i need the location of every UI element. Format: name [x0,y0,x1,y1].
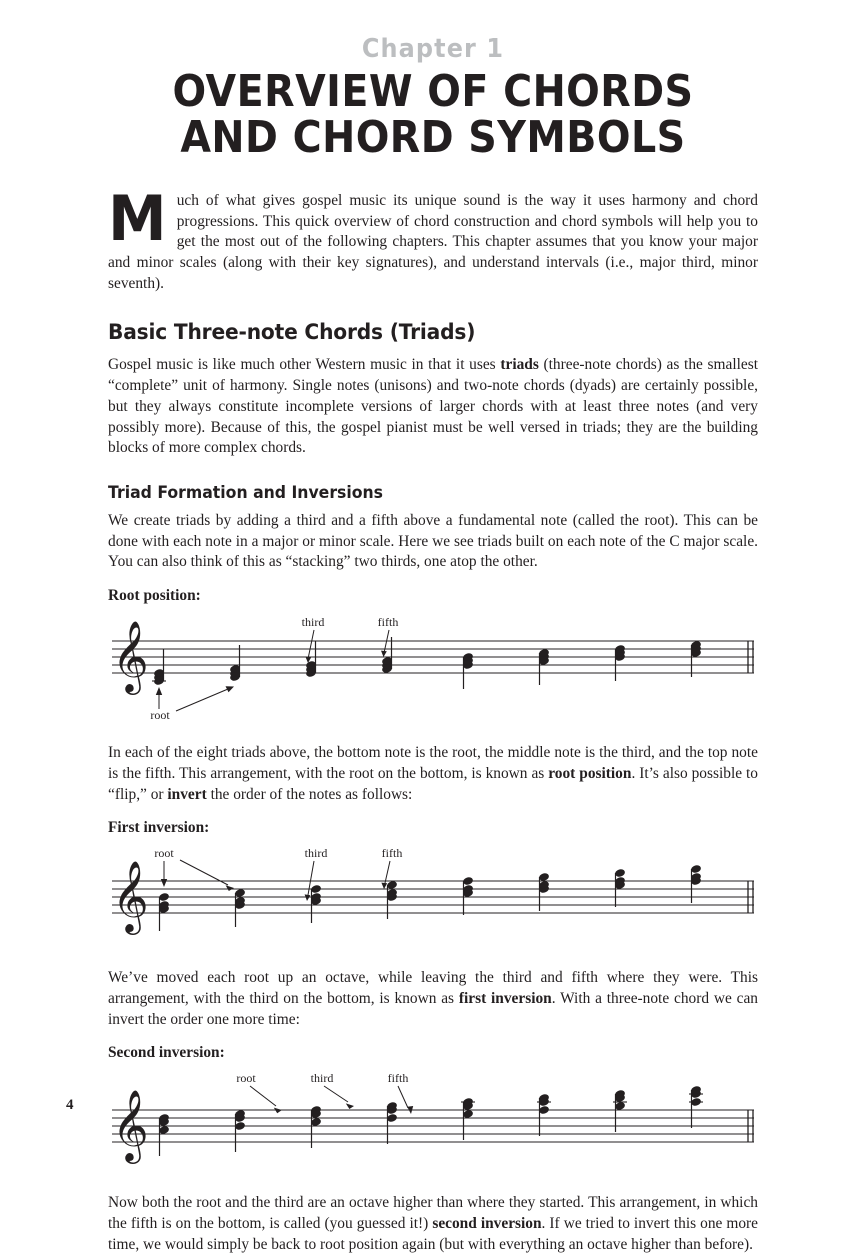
paragraph-after-second-inversion: Now both the root and the third are an octave higher than where they started. This arrangement, in which the fifth is on the bottom, is called (you guessed it!) second inversion. If we tried to invert this one more time, we would simply be back to root position again (but with everything an octave higher than before). [108,1194,759,1253]
chord-4 [386,1101,398,1144]
annotation-root-arrow-2 [180,860,234,891]
chord-7 [614,644,626,681]
label-second-inversion: Second inversion: [108,1044,225,1062]
annotation-third: third [304,846,328,861]
annotation-root-arrow [250,1086,282,1113]
figure-second-inversion [108,1068,758,1176]
chord-6 [537,1093,551,1136]
chord-3 [310,884,322,923]
annotation-third: third [310,1071,334,1086]
chord-5 [462,876,474,915]
subsection-heading-triad-formation: Triad Formation and Inversions [108,482,384,502]
chapter-label: Chapter 1 [361,34,505,64]
section-heading-basic-triads: Basic Three-note Chords (Triads) [108,320,476,346]
staff-root-position [108,611,758,726]
svg-text:𝄞: 𝄞 [112,619,149,693]
chord-6 [538,648,550,685]
figure-root-position [108,611,758,726]
paragraph-after-root-position: In each of the eight triads above, the bottom note is the root, the middle note is the third, and the top note is the fifth. This arrangement, with the root on the bottom, is known as root position. It’s also possible to “flip,” or invert the order of the notes as follows: [108,744,758,803]
annotation-root-arrow-2 [176,686,234,711]
treble-clef-icon [112,1088,149,1164]
annotation-third-arrow [324,1086,354,1109]
figure-first-inversion [108,843,758,951]
annotation-third-arrow [305,630,314,663]
annotation-root-arrow-1 [161,861,167,887]
intro-paragraph: uch of what gives gospel music its unique sound is the way it uses harmony and chord progressions. This quick overview of chord construction and chord symbols will help you to get the most out of the following chapters. This chapter assumes that you know your major and minor scales (along with their key signatures), and understand intervals (i.e., major third, minor seventh). [108,191,758,292]
treble-clef-icon [112,619,149,695]
paragraph-after-first-inversion: We’ve moved each root up an octave, while leaving the third and fifth where they were. This arrangement, with the third on the bottom, is known as first inversion. With a three-note chord we can invert the order one more time: [108,969,758,1028]
svg-text:𝄞: 𝄞 [112,1088,149,1162]
chord-8 [689,1085,703,1128]
page-content [108,0,758,1256]
annotation-fifth: fifth [387,1071,409,1086]
staff-lines [112,641,754,673]
annotation-fifth: fifth [381,846,403,861]
page-title [141,66,726,164]
page-title-line-1: OVERVIEW OF CHORDS [172,66,694,118]
chord-5 [462,652,474,689]
page-number: 4 [66,1097,74,1113]
staff-lines [112,1110,754,1142]
label-root-position: Root position: [108,587,201,605]
annotation-third: third [301,615,325,630]
svg-text:𝄞: 𝄞 [112,859,149,933]
drop-cap: M [108,181,167,255]
paragraph-basic-triads: Gospel music is like much other Western music in that it uses triads (three-note chords) as the smallest “complete” unit of harmony. Single notes (unisons) and two-note chords (dyads) are certainly possible, but they always constitute incomplete versions of larger chords with at least three notes (and very possibly more). Because of this, the gospel pianist must be well versed in triads; they are the building blocks of more complex chords. [108,356,758,457]
chord-1 [152,649,166,686]
treble-clef-icon [112,859,149,935]
chord-4 [381,637,393,674]
chord-7 [614,868,626,907]
title-block [108,0,758,164]
chord-2 [234,1109,246,1152]
chord-8 [690,640,702,677]
chord-2 [229,645,241,682]
staff-first-inversion [108,843,758,951]
chord-2 [234,888,246,927]
annotation-fifth-arrow [381,630,389,657]
annotation-root: root [236,1071,256,1086]
chord-1 [158,892,170,931]
annotation-fifth: fifth [377,615,399,630]
paragraph-triad-formation: We create triads by adding a third and a fifth above a fundamental note (called the root). This can be done with each note in a major or minor scale. Here we see triads built on each note of the C major scale. You can also think of this as “stacking” two thirds, one atop the other. [108,511,758,571]
annotation-root-arrow-1 [156,687,162,709]
staff-lines [112,881,754,913]
intro-paragraph-block [108,181,758,295]
annotation-root: root [154,846,174,861]
page-title-line-2: AND CHORD SYMBOLS [180,112,686,164]
label-first-inversion: First inversion: [108,819,210,837]
annotation-root: root [150,708,170,723]
staff-second-inversion [108,1068,758,1176]
